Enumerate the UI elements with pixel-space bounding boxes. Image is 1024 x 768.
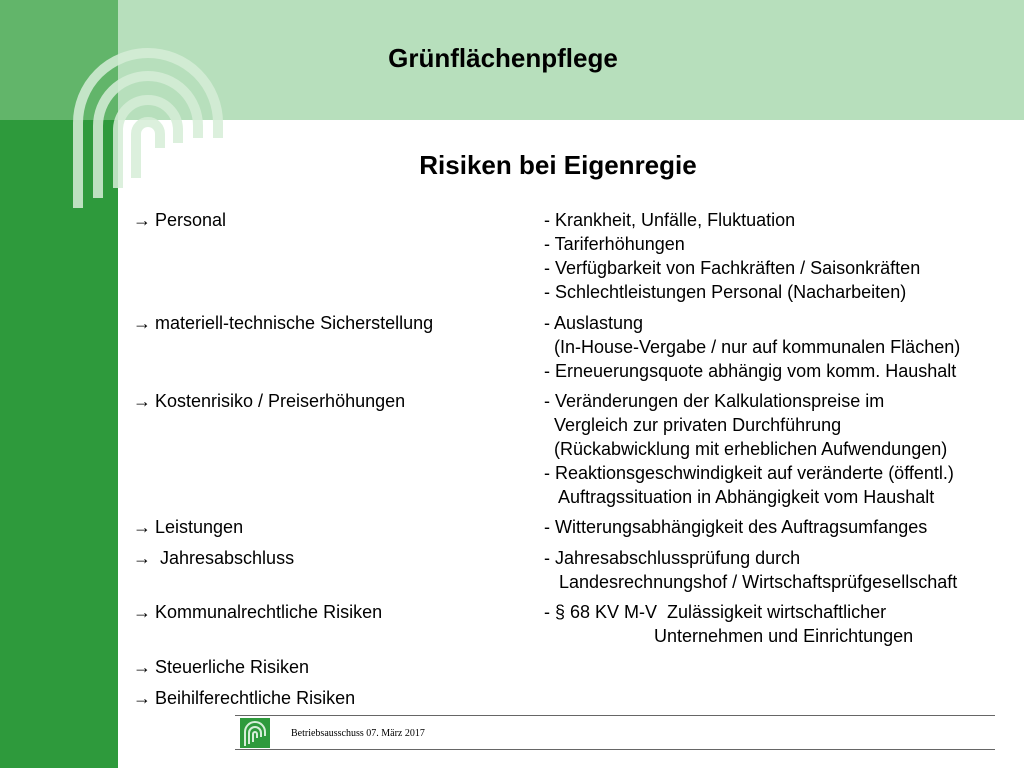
item-label: → Beihilferechtliche Risiken	[133, 688, 356, 708]
item-label: → materiell-technische Sicherstellung	[133, 313, 434, 333]
item-details: - Jahresabschlussprüfung durch Landesrechnungshof / Wirtschaftsprüfgesellschaft	[544, 548, 958, 592]
footer-logo-icon	[240, 718, 270, 748]
footer-divider-top	[235, 715, 995, 716]
item-label: → Kommunalrechtliche Risiken	[133, 602, 383, 622]
item-label: → Kostenrisiko / Preiserhöhungen	[133, 391, 406, 411]
arrow-right-icon: →	[133, 210, 151, 230]
page-title: Grünflächenpflege	[388, 43, 618, 73]
item-details: - Krankheit, Unfälle, Fluktuation - Tariferhöhungen - Verfügbarkeit von Fachkräften / Saisonkräften - Schlechtleistungen Personal (Nacharbeiten)	[544, 210, 921, 302]
arrow-right-icon: →	[133, 688, 151, 708]
item-details: - § 68 KV M-V Zulässigkeit wirtschaftlicher Unternehmen und Einrichtungen	[544, 602, 914, 646]
footer-divider-bottom	[235, 749, 995, 750]
arrow-right-icon: →	[133, 548, 151, 568]
item-details: - Auslastung (In-House-Vergabe / nur auf kommunalen Flächen) - Erneuerungsquote abhängig vom komm. Haushalt	[544, 313, 961, 381]
item-label: → Leistungen	[133, 517, 244, 537]
item-label: → Steuerliche Risiken	[133, 657, 310, 677]
arrow-right-icon: →	[133, 517, 151, 537]
item-details: - Veränderungen der Kalkulationspreise im Vergleich zur privaten Durchführung (Rückabwicklung mit erheblichen Aufwendungen) - Reaktionsgeschwindigkeit auf veränderte (öffentl.) Auftragssituation in Abhängigkeit vom Haushalt	[544, 391, 954, 507]
arrow-right-icon: →	[133, 657, 151, 677]
arrow-right-icon: →	[133, 391, 151, 411]
arrow-right-icon: →	[133, 602, 151, 622]
item-details: - Witterungsabhängigkeit des Auftragsumfanges	[544, 517, 928, 537]
page-subtitle: Risiken bei Eigenregie	[419, 150, 697, 180]
arrow-right-icon: →	[133, 313, 151, 333]
footer-text: Betriebsausschuss 07. März 2017	[291, 728, 425, 739]
item-label: → Jahresabschluss	[133, 548, 295, 568]
item-label: → Personal	[133, 210, 227, 230]
